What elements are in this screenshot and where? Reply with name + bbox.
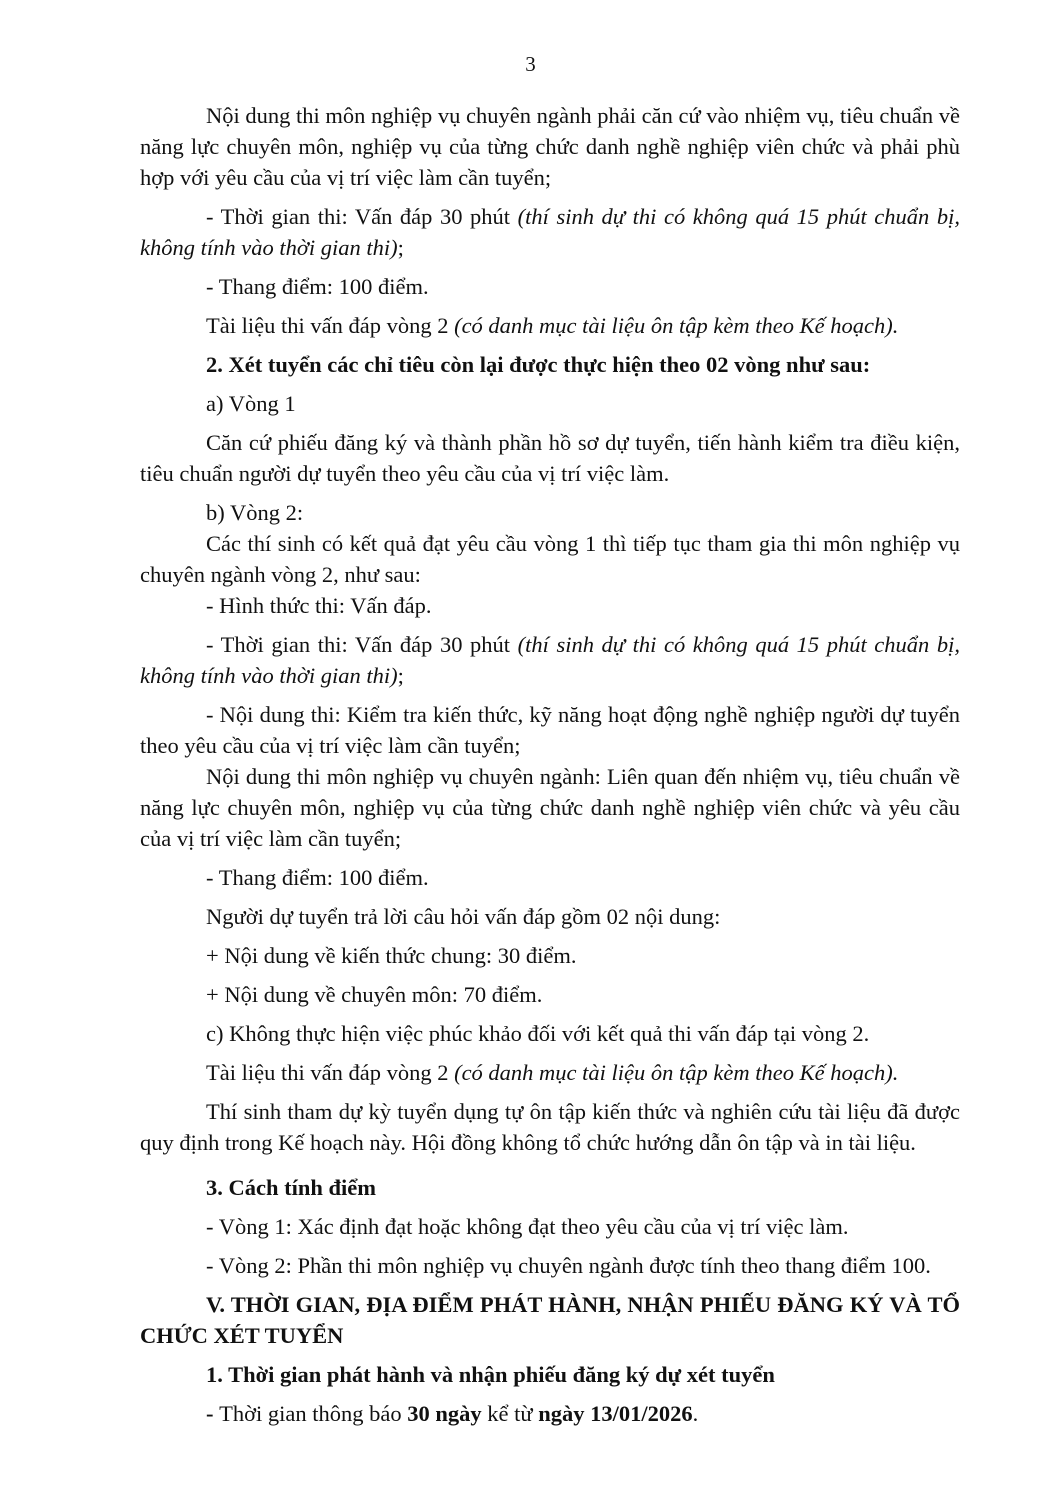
paragraph: - Vòng 2: Phần thi môn nghiệp vụ chuyên ngành được tính theo thang điểm 100.: [206, 1253, 931, 1278]
paragraph: Các thí sinh có kết quả đạt yêu cầu vòng 1 thì tiếp tục tham gia thi môn nghiệp vụ chuyên ngành vòng 2, như sau:: [140, 531, 960, 587]
paragraph: Nội dung thi môn nghiệp vụ chuyên ngành: Liên quan đến nhiệm vụ, tiêu chuẩn về năng lực chuyên môn, nghiệp vụ của từng chức danh nghề nghiệp viên chức và yêu cầu của vị trí việc làm cần tuyển;: [140, 764, 960, 851]
section-heading: 2. Xét tuyển các chỉ tiêu còn lại được thực hiện theo 02 vòng như sau:: [206, 352, 871, 377]
section-heading: 1. Thời gian phát hành và nhận phiếu đăng ký dự xét tuyển: [206, 1362, 775, 1387]
chapter-heading: V. THỜI GIAN, ĐỊA ĐIỂM PHÁT HÀNH, NHẬN PHIẾU ĐĂNG KÝ VÀ TỔ CHỨC XÉT TUYỂN: [140, 1292, 960, 1348]
paragraph: b) Vòng 2:: [206, 500, 304, 525]
paragraph: + Nội dung về chuyên môn: 70 điểm.: [206, 982, 543, 1007]
paragraph: Tài liệu thi vấn đáp vòng 2 (có danh mục tài liệu ôn tập kèm theo Kế hoạch).: [206, 313, 899, 338]
paragraph: Căn cứ phiếu đăng ký và thành phần hồ sơ dự tuyển, tiến hành kiểm tra điều kiện, tiêu chuẩn người dự tuyển theo yêu cầu của vị trí việc làm.: [140, 430, 960, 486]
paragraph: - Nội dung thi: Kiểm tra kiến thức, kỹ năng hoạt động nghề nghiệp người dự tuyển theo yêu cầu của vị trí việc làm cần tuyển;: [140, 702, 960, 758]
paragraph: Thí sinh tham dự kỳ tuyển dụng tự ôn tập kiến thức và nghiên cứu tài liệu đã được quy định trong Kế hoạch này. Hội đồng không tổ chức hướng dẫn ôn tập và in tài liệu.: [140, 1099, 960, 1155]
paragraph: - Hình thức thi: Vấn đáp.: [206, 593, 432, 618]
paragraph: Tài liệu thi vấn đáp vòng 2 (có danh mục tài liệu ôn tập kèm theo Kế hoạch).: [206, 1060, 899, 1085]
section-heading: 3. Cách tính điểm: [206, 1175, 377, 1200]
paragraph: - Thời gian thông báo 30 ngày kể từ ngày 13/01/2026.: [206, 1401, 699, 1426]
paragraph: a) Vòng 1: [206, 391, 296, 416]
paragraph: - Thời gian thi: Vấn đáp 30 phút (thí sinh dự thi có không quá 15 phút chuẩn bị, không tính vào thời gian thi);: [140, 632, 960, 688]
paragraph: - Thang điểm: 100 điểm.: [206, 865, 429, 890]
paragraph: + Nội dung về kiến thức chung: 30 điểm.: [206, 943, 577, 968]
paragraph: - Thời gian thi: Vấn đáp 30 phút (thí sinh dự thi có không quá 15 phút chuẩn bị, không tính vào thời gian thi);: [140, 204, 960, 260]
paragraph: - Vòng 1: Xác định đạt hoặc không đạt theo yêu cầu của vị trí việc làm.: [206, 1214, 849, 1239]
paragraph: Nội dung thi môn nghiệp vụ chuyên ngành phải căn cứ vào nhiệm vụ, tiêu chuẩn về năng lực chuyên môn, nghiệp vụ của từng chức danh nghề nghiệp viên chức và phải phù hợp với yêu cầu của vị trí việc làm cần tuyển;: [140, 103, 960, 190]
paragraph: Người dự tuyển trả lời câu hỏi vấn đáp gồm 02 nội dung:: [206, 904, 721, 929]
paragraph: c) Không thực hiện việc phúc khảo đối với kết quả thi vấn đáp tại vòng 2.: [206, 1021, 870, 1046]
document-body: [140, 100, 960, 1429]
paragraph: - Thang điểm: 100 điểm.: [206, 274, 429, 299]
page-number: 3: [525, 52, 536, 76]
